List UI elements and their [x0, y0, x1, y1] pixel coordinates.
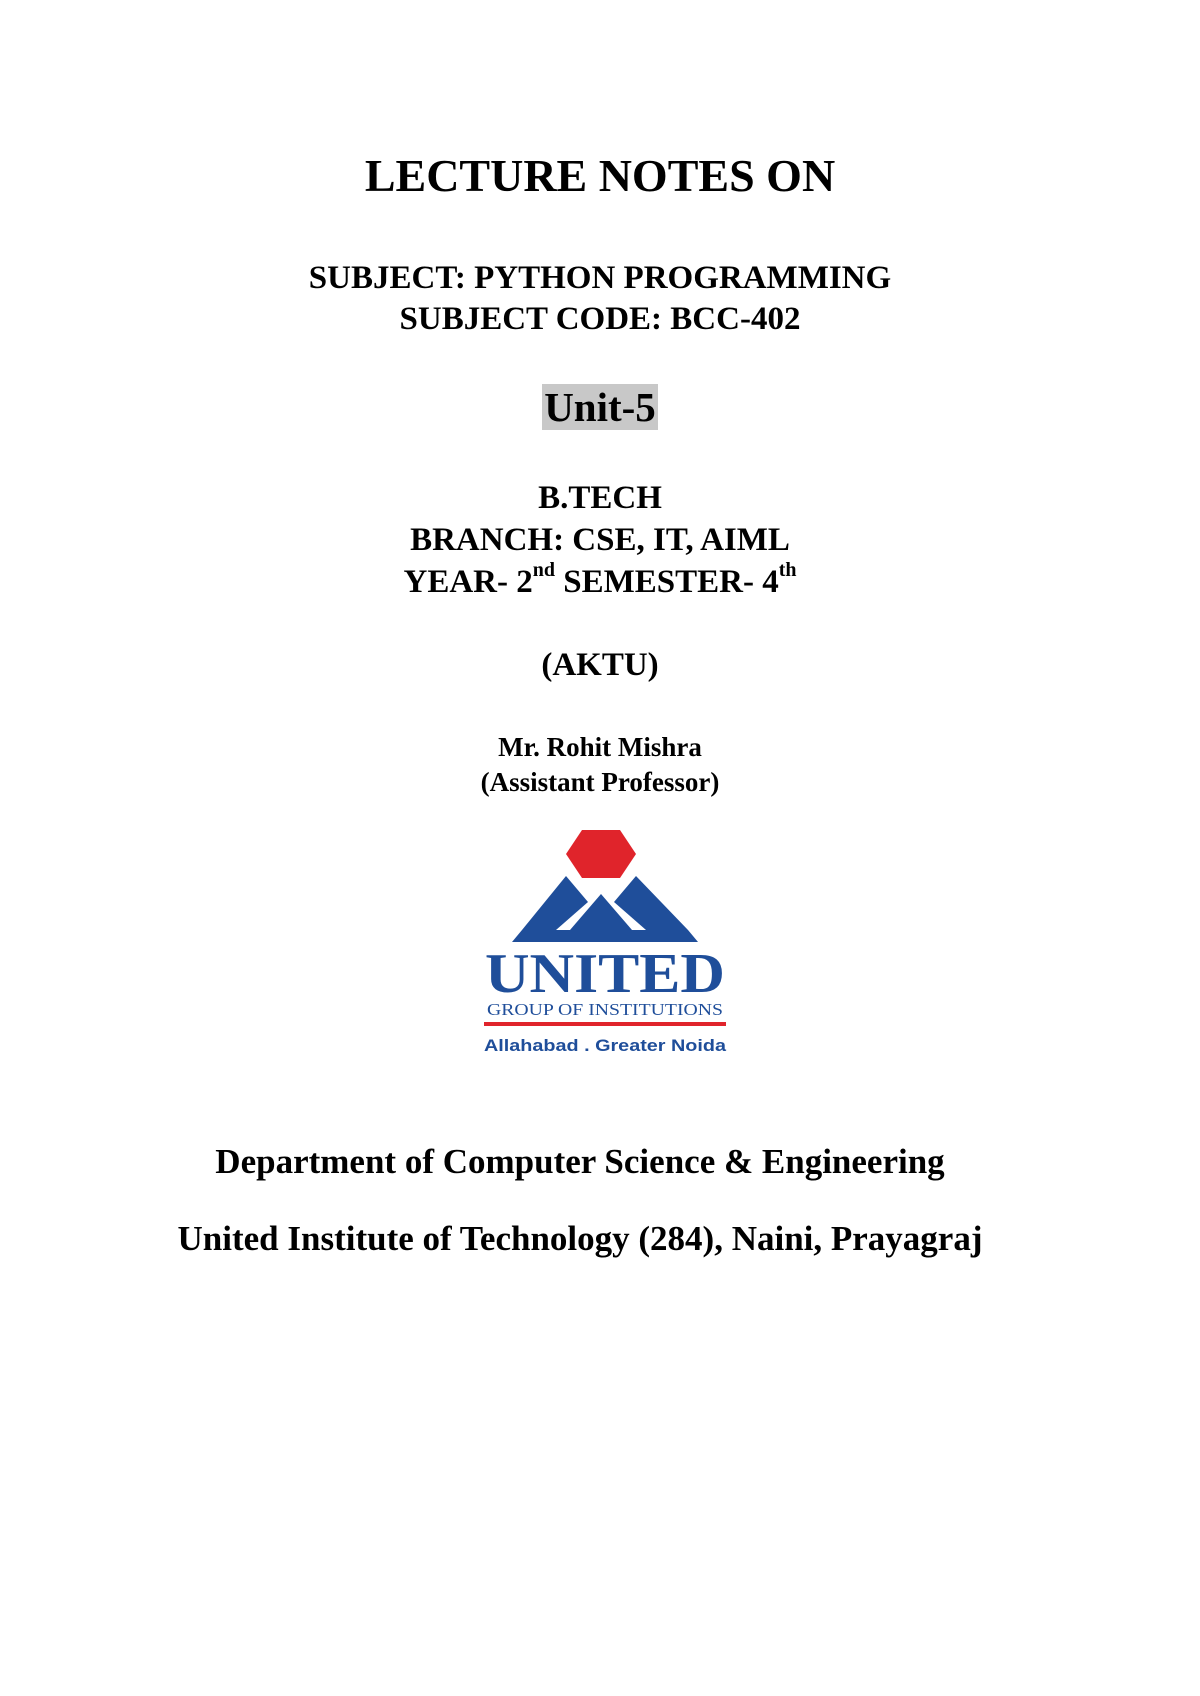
- logo-blue-right-shape: [614, 876, 688, 930]
- logo-red-rule: [484, 1022, 726, 1026]
- subject-code-line: SUBJECT CODE: BCC-402: [399, 301, 801, 337]
- year-suffix: nd: [532, 559, 555, 581]
- logo-locations-text: Allahabad . Greater Noida: [484, 1036, 727, 1055]
- logo-red-hexagon: [566, 830, 636, 878]
- semester-prefix: SEMESTER- 4: [554, 564, 779, 600]
- subject-line: SUBJECT: PYTHON PROGRAMMING: [308, 260, 892, 296]
- year-prefix: YEAR- 2: [403, 564, 533, 600]
- unit-heading: [0, 383, 1200, 431]
- author-role: (Assistant Professor): [480, 767, 720, 797]
- branch-line: BRANCH: CSE, IT, AIML: [410, 522, 790, 558]
- semester-suffix: th: [778, 559, 797, 581]
- unit-label: Unit-5: [544, 384, 656, 430]
- page-title: LECTURE NOTES ON: [364, 150, 836, 201]
- logo-name-text: UNITED: [485, 943, 725, 1005]
- logo-subtitle-text: GROUP OF INSTITUTIONS: [487, 1000, 723, 1019]
- logo-blue-base: [512, 930, 698, 942]
- department-line: Department of Computer Science & Engineering: [215, 1142, 945, 1181]
- degree-line: B.TECH: [538, 480, 662, 516]
- university-line: (AKTU): [541, 647, 659, 683]
- united-logo: [470, 830, 740, 1060]
- author-name: Mr. Rohit Mishra: [498, 732, 702, 762]
- institute-line: United Institute of Technology (284), Naini, Prayagraj: [177, 1219, 983, 1258]
- year-semester-line: [0, 559, 1200, 603]
